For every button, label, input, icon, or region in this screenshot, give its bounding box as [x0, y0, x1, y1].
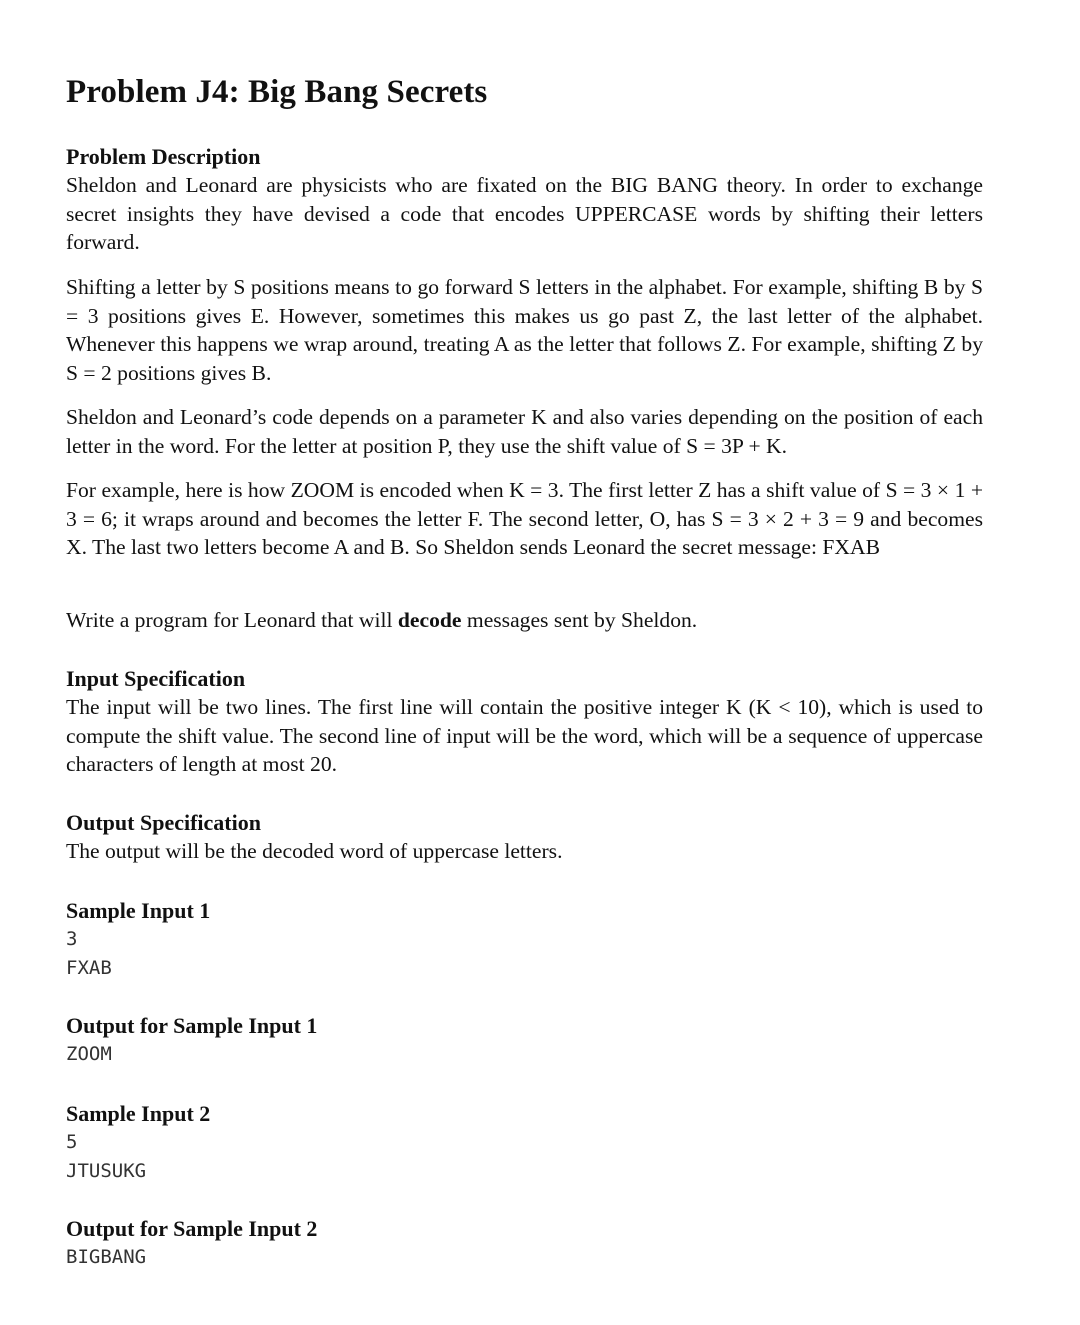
- output-specification-text: The output will be the decoded word of uppercase letters.: [66, 839, 563, 863]
- sample-output-1-section: [66, 1012, 983, 1069]
- description-paragraph-3: Sheldon and Leonard’s code depends on a parameter K and also varies depending on the position of each letter in the word. For the letter at position P, they use the shift value of S = 3P + K.: [66, 405, 983, 458]
- sample-input-1-line: 3: [66, 928, 78, 950]
- sample-output-2-heading: Output for Sample Input 2: [66, 1216, 318, 1241]
- description-paragraph-1: Sheldon and Leonard are physicists who are fixated on the BIG BANG theory. In order to exchange secret insights they have devised a code that encodes UPPERCASE words by shifting their letters forward.: [66, 173, 983, 254]
- sample-input-2-line: 5: [66, 1131, 78, 1153]
- sample-input-1-section: [66, 897, 983, 983]
- problem-description-heading: Problem Description: [66, 144, 261, 169]
- description-paragraph-4: For example, here is how ZOOM is encoded when K = 3. The first letter Z has a shift value of S = 3 × 1 + 3 = 6; it wraps around and becomes the letter F. The second letter, O, has S = 3 × 2 + 3 = 9 and becomes X. The last two letters become A and B. So Sheldon sends Leonard the secret message: FXAB: [66, 478, 983, 559]
- sample-input-2-heading: Sample Input 2: [66, 1101, 211, 1126]
- input-specification-text: The input will be two lines. The first line will contain the positive integer K (K < 10), which is used to compute the shift value. The second line of input will be the word, which will be a sequence of uppercase characters of length at most 20.: [66, 695, 983, 776]
- sample-input-1-heading: Sample Input 1: [66, 898, 211, 923]
- sample-output-1-line: ZOOM: [66, 1043, 112, 1065]
- sample-input-2-section: [66, 1100, 983, 1186]
- sample-output-2-section: [66, 1215, 983, 1272]
- sample-output-1-heading: Output for Sample Input 1: [66, 1013, 318, 1038]
- output-specification-section: [66, 809, 983, 866]
- final-text-bold: decode: [397, 608, 462, 632]
- problem-description-section: [66, 143, 983, 257]
- page-title: Problem J4: Big Bang Secrets: [66, 74, 488, 110]
- input-specification-section: [66, 665, 983, 779]
- final-text-before: Write a program for Leonard that will: [66, 608, 398, 632]
- sample-output-2-line: BIGBANG: [66, 1246, 147, 1268]
- output-specification-heading: Output Specification: [66, 810, 261, 835]
- final-text-after: messages sent by Sheldon.: [461, 608, 698, 632]
- description-final-paragraph: [66, 606, 983, 635]
- sample-input-2-line: JTUSUKG: [66, 1160, 147, 1182]
- input-specification-heading: Input Specification: [66, 666, 246, 691]
- sample-input-1-line: FXAB: [66, 957, 112, 979]
- description-paragraph-2: Shifting a letter by S positions means to go forward S letters in the alphabet. For example, shifting B by S = 3 positions gives E. However, sometimes this makes us go past Z, the last letter of the alphabet. Whenever this happens we wrap around, treating A as the letter that follows Z. For example, shifting Z by S = 2 positions gives B.: [66, 275, 983, 385]
